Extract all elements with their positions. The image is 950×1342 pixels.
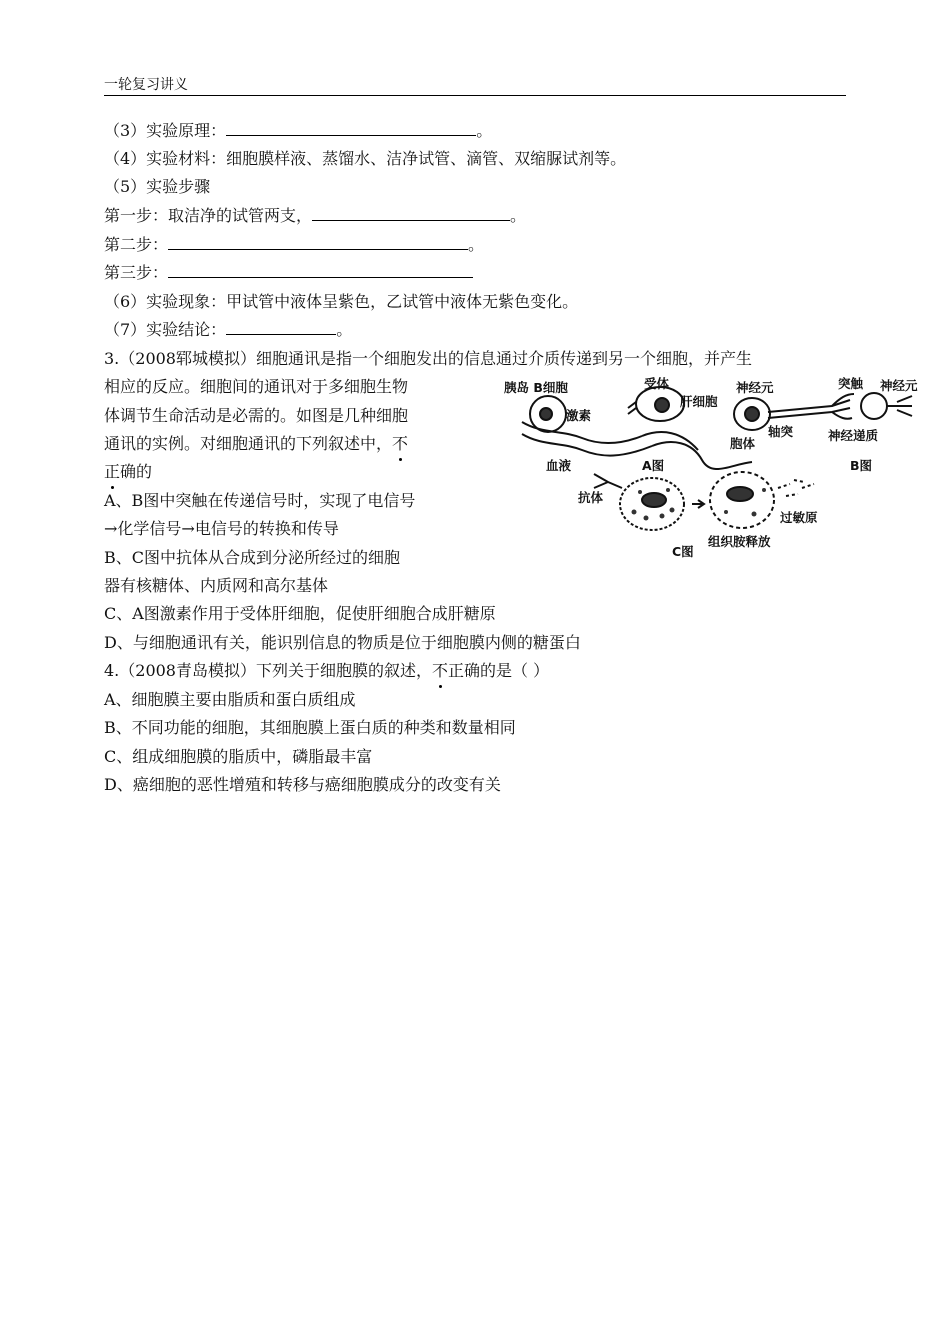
step-1-line: 第一步：取洁净的试管两支， 。 bbox=[104, 206, 527, 225]
q3-stem-4: 通讯的实例。对细胞通讯的下列叙述中，不 bbox=[104, 432, 408, 456]
emphasis-char: 不 bbox=[392, 432, 408, 456]
label-liver: 肝细胞 bbox=[680, 394, 718, 409]
q4-stem: 4.（2008青岛模拟）下列关于细胞膜的叙述，不正确的是（ ） bbox=[104, 659, 549, 683]
label-hormone: 激素 bbox=[566, 408, 592, 423]
q4-option-a: A、细胞膜主要由脂质和蛋白质组成 bbox=[104, 690, 356, 709]
q3-option-a-1: A、B图中突触在传递信号时，实现了电信号 bbox=[104, 491, 416, 510]
label-fig-a: A图 bbox=[642, 458, 665, 473]
step-3-blank[interactable] bbox=[168, 261, 473, 278]
q3-stem-1: 3.（2008郓城模拟）细胞通讯是指一个细胞发出的信息通过介质传递到另一个细胞，并产生 bbox=[104, 349, 752, 368]
q3-option-c: C、A图激素作用于受体肝细胞，促使肝细胞合成肝糖原 bbox=[104, 604, 496, 623]
steps-heading: （5）实验步骤 bbox=[104, 177, 211, 196]
label-transmitter: 神经递质 bbox=[828, 428, 879, 443]
materials-line: （4）实验材料：细胞膜样液、蒸馏水、洁净试管、滴管、双缩脲试剂等。 bbox=[104, 149, 627, 168]
phenomenon-line: （6）实验现象：甲试管中液体呈紫色，乙试管中液体无紫色变化。 bbox=[104, 292, 579, 311]
label-fig-c: C图 bbox=[672, 544, 694, 559]
q3-option-b-1: B、C图中抗体从合成到分泌所经过的细胞 bbox=[104, 548, 401, 567]
label-blood: 血液 bbox=[546, 458, 572, 473]
page-header bbox=[104, 76, 846, 96]
q3-option-d: D、与细胞通讯有关，能识别信息的物质是位于细胞膜内侧的糖蛋白 bbox=[104, 633, 581, 652]
antibody-shape bbox=[594, 474, 622, 488]
q3-option-a-2: →化学信号→电信号的转换和传导 bbox=[104, 519, 339, 538]
conclusion-line: （7）实验结论： 。 bbox=[104, 320, 353, 339]
label-fig-b: B图 bbox=[850, 458, 873, 473]
q3-stem-2: 相应的反应。细胞间的通讯对于多细胞生物 bbox=[104, 377, 409, 396]
label-soma: 胞体 bbox=[730, 436, 756, 451]
label-receptor: 受体 bbox=[644, 376, 670, 391]
q4-option-c: C、组成细胞膜的脂质中，磷脂最丰富 bbox=[104, 747, 373, 766]
principle-blank[interactable] bbox=[226, 119, 476, 136]
neuron2-shape bbox=[861, 393, 887, 419]
step-2-line: 第二步： 。 bbox=[104, 235, 485, 254]
step-1-blank[interactable] bbox=[312, 204, 510, 221]
emphasis-char: 不 bbox=[432, 659, 448, 683]
label-axon: 轴突 bbox=[768, 424, 794, 439]
blood-vessel-lower bbox=[522, 434, 652, 456]
blood-vessel-upper bbox=[522, 422, 642, 443]
cell-communication-figure bbox=[502, 372, 938, 572]
allergen-particles bbox=[778, 480, 814, 496]
label-islet-b: 胰岛 B细胞 bbox=[504, 380, 568, 395]
q3-stem-3: 体调节生命活动是必需的。如图是几种细胞 bbox=[104, 406, 409, 425]
label-allergen: 过敏原 bbox=[780, 510, 818, 525]
principle-line: （3）实验原理： 。 bbox=[104, 121, 493, 140]
label-histamine: 组织胺释放 bbox=[708, 534, 771, 549]
label-synapse: 突触 bbox=[838, 376, 864, 391]
conclusion-blank[interactable] bbox=[226, 318, 336, 335]
q4-option-b: B、不同功能的细胞，其细胞膜上蛋白质的种类和数量相同 bbox=[104, 718, 516, 737]
q3-option-b-2: 器有核糖体、内质网和高尔基体 bbox=[104, 576, 329, 595]
label-neuron: 神经元 bbox=[736, 380, 774, 395]
label-antibody: 抗体 bbox=[578, 490, 604, 505]
label-neuron2: 神经元 bbox=[880, 378, 918, 393]
emphasis-char: 正 bbox=[104, 460, 120, 484]
q3-stem-5: 正确的 bbox=[104, 460, 152, 484]
header-title: 一轮复习讲义 bbox=[104, 77, 188, 93]
step-2-blank[interactable] bbox=[168, 233, 468, 250]
step-3-line: 第三步： bbox=[104, 261, 473, 285]
q4-option-d: D、癌细胞的恶性增殖和转移与癌细胞膜成分的改变有关 bbox=[104, 775, 501, 794]
